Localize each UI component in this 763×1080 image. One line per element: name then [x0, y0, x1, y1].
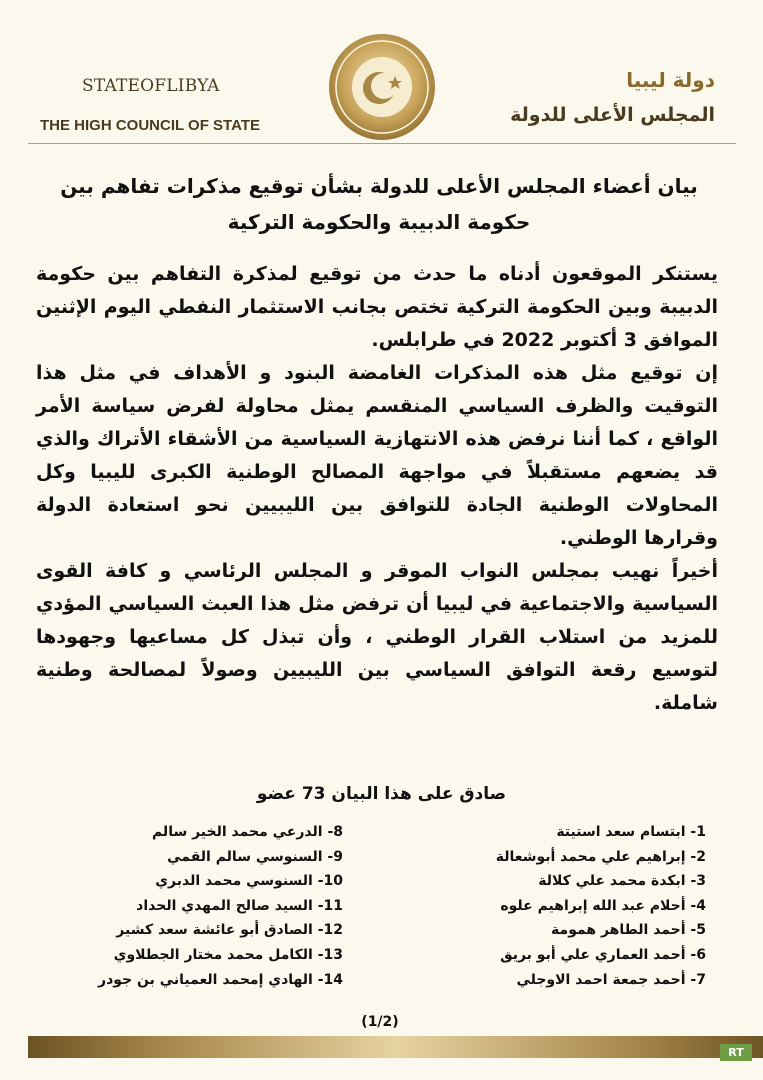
- signatory: 14- الهادي إمحمد العمياني بن جودر: [98, 971, 343, 988]
- header-arabic-state: دولة ليبيا: [626, 68, 715, 92]
- header-arabic-council: المجلس الأعلى للدولة: [510, 104, 715, 126]
- paragraph-3: أخيراً نهيب بمجلس النواب الموقر و المجلس الرئاسي و كافة القوى السياسية والاجتماعية في ليبيا أن ترفض مثل هذا العبث السياسي المؤدي للمزيد من استلاب القرار الوطني ، وأن تبذل كل مساعيها وجهودها لتوسيع رقعة التوافق السياسي بين الليبيين وصولاً لمصالحة وطنية شاملة.: [36, 560, 718, 714]
- endorsement-count: صادق على هذا البيان 73 عضو: [256, 784, 507, 804]
- signatory: 12- الصادق أبو عائشة سعد كشير: [116, 922, 343, 939]
- header-divider: [28, 143, 736, 144]
- signatory: 6- أحمد العماري علي أبو بريق: [500, 946, 706, 963]
- signatory: 9- السنوسي سالم القمي: [167, 848, 343, 865]
- statement-title: بيان أعضاء المجلس الأعلى للدولة بشأن توقيع مذكرات تفاهم بين حكومة الدبيبة والحكومة التركية: [60, 174, 698, 234]
- signatory: 3- ابكدة محمد علي كلالة: [538, 873, 706, 890]
- statement-body: [36, 258, 718, 720]
- signatory: 5- أحمد الطاهر همومة: [551, 922, 706, 939]
- signatory: 2- إبراهيم علي محمد أبوشعالة: [495, 848, 706, 865]
- header-english-state: STATEOFLIBYA: [82, 76, 220, 96]
- page-number: (1/2): [361, 1014, 399, 1030]
- paragraph-2: إن توقيع مثل هذه المذكرات الغامضة البنود و الأهداف في مثل هذا التوقيت والظرف السياسي المنقسم يمثل محاولة لفرض سياسة الأمر الواقع ، كما أننا نرفض هذه الانتهازية السياسية من الأشقاء الأتراك والذي قد يضعهم مستقبلاً في مواجهة المصالح الوطنية الكبرى لليبيا وكل المحاولات الوطنية الجادة للتوافق بين الليبيين نحو استعادة الدولة وقرارها الوطني.: [36, 362, 718, 549]
- signatory: 13- الكامل محمد مختار الجطلاوي: [113, 946, 343, 963]
- signatory: 1- ابتسام سعد استيتة: [556, 824, 706, 840]
- libya-crescent-emblem-icon: [327, 32, 437, 142]
- signatories-right-column: [436, 820, 706, 992]
- header-english-council: THE HIGH COUNCIL OF STATE: [40, 117, 260, 134]
- paragraph-1: يستنكر الموقعون أدناه ما حدث من توقيع لمذكرة التفاهم بين حكومة الدبيبة وبين الحكومة التركية تختص بجانب الاستثمار النفطي اليوم الإثنين الموافق 3 أكتوبر 2022 في طرابلس.: [36, 263, 718, 351]
- rt-watermark-logo: RT: [720, 1044, 752, 1061]
- signatory: 7- أحمد جمعة احمد الاوجلي: [516, 971, 706, 988]
- footer-bar: [28, 1036, 763, 1058]
- signatory: 10- السنوسي محمد الدبري: [155, 873, 343, 890]
- signatories-left-column: [43, 820, 343, 992]
- signatory: 11- السيد صالح المهدي الحداد: [136, 897, 343, 914]
- signatory: 8- الدرعي محمد الخير سالم: [151, 824, 343, 840]
- signatory: 4- أحلام عبد الله إبراهيم علوه: [500, 897, 706, 914]
